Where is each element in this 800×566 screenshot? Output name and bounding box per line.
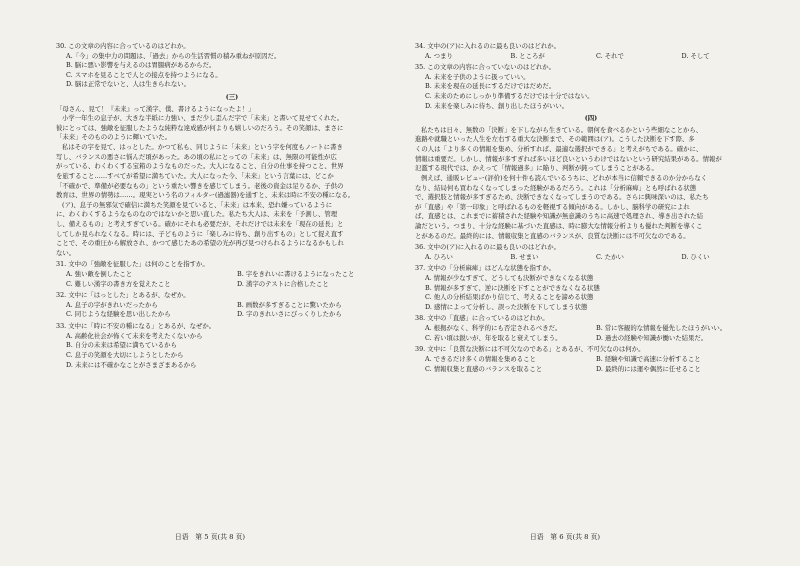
question-31-options-row-2 xyxy=(56,280,408,290)
question-31-stem: 31. 文中の「強敵を征服した」は何のことを指すか。 xyxy=(56,260,209,269)
question-37-option-d: D. 感情によって分析し、誤った決断を下してしまう状態 xyxy=(425,302,588,311)
question-32-options-row-1 xyxy=(56,301,408,311)
passage-3-line: ことで、その重圧から解放され、かつて感じたあの希望の光が再び見つけられるようになるかもしれ xyxy=(56,239,344,248)
question-36-option-b: B. せまい xyxy=(510,252,539,261)
passage-3-line: 「不確かで、準備が必要なもの」という重たい響きを感じてしまう。老後の資金は足りるか、子供の xyxy=(56,181,344,190)
question-36-option-c: C. たかい xyxy=(596,252,624,261)
passage-3-line: を旅すること……すべてが希望に満ちていた。大人になった今、「未来」という言葉には、どこか xyxy=(56,171,334,180)
question-30-option-a: A.「今」の集中力の問題は、「過去」からの生活習慣の積み重ねが原因だ。 xyxy=(66,51,281,60)
question-39-stem: 39. 文中に「良質な決断には不可欠なのである」とあるが、不可欠なのは何か。 xyxy=(415,345,645,354)
passage-4-line: なり、結局何も買わなくなってしまった経験があるだろう。これは「分析麻痺」とも呼ばれる状態 xyxy=(415,183,697,192)
question-30-stem: 30. この文章の内容に合っているのはどれか。 xyxy=(56,42,190,50)
right-page-column xyxy=(415,40,767,374)
question-34-option-a: A. つまり xyxy=(425,51,453,60)
passage-4-line: 氾濫する現代では、かえって「情報過多」に陥り、判断が鈍ってしまうことがある。 xyxy=(415,164,658,173)
question-33-stem: 33. 文中に「時に不安の種になる」とあるが、なぜか。 xyxy=(56,322,216,331)
passage-3-line: し、備えるもの」と考えすぎている。確かにそれも必要だが、それだけでは未来を「現在の延長」と xyxy=(56,219,344,228)
passage-4-line: とがあるのだ。最終的には、情報収集と直感のバランスが、良質な決断には不可欠なのである。 xyxy=(415,231,690,240)
question-32-options-row-2 xyxy=(56,310,408,320)
passage-3-line: (ア)、息子の無邪気で確信に満ちた笑顔を見ていると、「未来」は本来、恐れ嫌っているように xyxy=(62,200,333,209)
question-36-stem: 36. 文中の(ア)に入れるのに最も良いのはどれか。 xyxy=(415,243,560,252)
question-31-option-c: C. 難しい漢字の書き方を覚えたこと xyxy=(66,279,171,288)
question-34-options xyxy=(415,52,767,62)
question-36-option-a: A. ひろい xyxy=(425,252,453,261)
passage-4-line: で、選択肢と情報が多すぎるため、決断できなくなってしまうのである。さらに興味深いのは、私たち xyxy=(415,193,709,202)
question-30-option-c: C. スマホを見ることで人との接点を持つようになる。 xyxy=(66,70,222,79)
question-32-option-c: C. 同じような経験を思い出したから xyxy=(66,310,171,319)
question-35-option-b: B. 未来を現在の延長にするだけではだめだ。 xyxy=(425,82,556,91)
question-35-option-c: C. 未来のためにしっかり準備するだけでは十分ではない。 xyxy=(425,92,594,101)
question-35-option-a: A. 未来を子供のように扱っていい。 xyxy=(425,72,530,81)
question-38-option-c: C. 若い頃は鋭いが、年を取ると衰えてしまう。 xyxy=(425,333,562,342)
question-32-option-d: D. 字のきれいさにびっくりしたから xyxy=(237,310,342,319)
question-30-option-d: D. 脳は正常でないと、人は生きられない。 xyxy=(66,80,190,89)
question-38-option-d: D. 過去の経験や知識が働いた結果だ。 xyxy=(596,333,708,342)
question-33-option-c: C. 息子の笑顔を大切にしようとしたから xyxy=(66,350,184,359)
passage-3-line: 彼にとっては、強敵を征服したような純粋な達成感が何よりも嬉しいのだろう。その笑顔は、まさに xyxy=(56,123,344,132)
page-footer-right: 日语 第 6 页(共 8 页) xyxy=(529,533,601,541)
question-34-option-b: B. ところが xyxy=(510,51,545,60)
passage-3-line: がっている、わくわくする宝箱のようなものだった。大人になること、自分の仕事を持つこと、世界 xyxy=(56,162,344,171)
question-37-option-b: B. 情報が多すぎて、逆に決断を下すことができなくなる状態 xyxy=(425,283,600,292)
question-38-options-row-2 xyxy=(415,334,767,344)
question-39-options-row-1 xyxy=(415,355,767,365)
question-31-options-row-1 xyxy=(56,270,408,280)
passage-4-line: が「直感」や「第一印象」と呼ばれるものを軽視する傾向がある。しかし、脳科学の研究によれ xyxy=(415,202,690,211)
page-footer-left: 日语 第 5 页(共 8 页) xyxy=(174,533,246,541)
question-38-option-b: B. 常に客観的な情報を優先したほうがいい。 xyxy=(596,324,727,333)
question-34-option-d: D. そして xyxy=(681,51,710,60)
passage-3-line: 「未来」そのもののように輝いていた。 xyxy=(56,133,172,142)
question-31-option-a: A. 強い敵を倒したこと xyxy=(66,270,133,279)
question-32-option-a: A. 息子の字がきれいだったから xyxy=(66,300,158,309)
question-37-option-a: A. 情報が少なすぎて、どうしても決断ができなくなる状態 xyxy=(425,274,594,283)
question-31-option-d: D. 漢字のテストに合格したこと xyxy=(237,279,329,288)
question-38-stem: 38. 文中の「直感」に合っているのはどれか。 xyxy=(415,314,549,323)
passage-3-line: 教育は、世界の情勢は……。現実という名のフィルター(過滤器)を通すと、未来は時に不安の種になる。 xyxy=(56,191,355,200)
passage-4-line: 進路や就職といった人生を左右する重大な決断まで、その範囲は(ア)。こうした決断を下す際、多 xyxy=(415,135,695,144)
question-39-options-row-2 xyxy=(415,365,767,375)
section-3-title: (三) xyxy=(225,93,239,102)
passage-3-line: 写し、バランスの悪さに悩んだ頃があった。あの頃の私にとっての「未来」は、無限の可能性が広 xyxy=(56,152,337,161)
question-34-option-c: C. それで xyxy=(596,51,624,60)
passage-4-line: 例えば、通販レビュー(評价)を何十件も読んでいるうちに、どれが本当に信頼できるのか分からなく xyxy=(421,173,708,182)
passage-3-line: に、わくわくするようなものなのではないかと思い直した。私たち大人は、未来を「予測し、管理 xyxy=(56,210,338,219)
question-39-option-a: A. できるだけ多くの情報を集めること xyxy=(425,354,536,363)
question-39-option-d: D. 最終的には運や偶然に任せること xyxy=(596,364,701,373)
section-4-title: (四) xyxy=(584,114,598,123)
question-33-option-a: A. 高齢化社会が怖くて未来を考えたくないから xyxy=(66,331,203,340)
question-38-options-row-1 xyxy=(415,324,767,334)
question-36-option-d: D. ひくい xyxy=(681,252,710,261)
passage-4-line: 私たちは日々、無数の「決断」を下しながら生きている。朝何を食べるかという些細なことから、 xyxy=(421,125,703,134)
question-37-option-c: C. 他人の分析結果ばかり信じて、考えることを諦める状態 xyxy=(425,293,594,302)
left-page-column xyxy=(56,40,408,370)
question-38-option-a: A. 根拠がなく、科学的にも否定されるべきだ。 xyxy=(425,324,562,333)
passage-3-line: ない。 xyxy=(56,248,76,257)
passage-3-line: 私はその字を見て、はっとした。かつて私も、同じように「未来」という字を何度もノートに書き xyxy=(62,143,343,152)
question-39-option-c: C. 情報収集と直感のバランスを取ること xyxy=(425,364,543,373)
question-35-stem: 35. この文章の内容に合っていないのはどれか。 xyxy=(415,63,556,72)
question-39-option-b: B. 経験や知識で高速に分析すること xyxy=(596,354,701,363)
question-35-option-d: D. 未来を楽しみに待ち、創り出したほうがいい。 xyxy=(425,101,569,110)
question-33-option-b: B. 自分の未来は希望に満ちているから xyxy=(66,341,177,350)
passage-4-line: 情報は重要だ。しかし、情報が多すぎれば多いほど良いというわけではないという研究結果がある。情報が xyxy=(415,154,722,163)
passage-4-line: ば、直感とは、これまでに蓄積された経験や知識が無意識のうちに高速で処理され、導き出された結 xyxy=(415,212,703,221)
question-32-option-b: B. 画数が多すぎることに驚いたから xyxy=(237,300,342,309)
passage-3-line: 小学一年生の息子が、大きな半紙に力強い、まだ少し歪んだ字で「未来」と書いて見せてくれた。 xyxy=(62,114,344,123)
question-36-options xyxy=(415,253,767,263)
question-34-stem: 34. 文中の(ア)に入れるのに最も良いのはどれか。 xyxy=(415,42,560,50)
passage-3-line: してしか見られなくなる。時には、子どものように「楽しみに待ち、創り出すもの」として捉え直す xyxy=(56,229,344,238)
passage-3-line: 「母さん、見て！『未来』って漢字、僕、書けるようになったよ！」 xyxy=(56,104,255,113)
question-32-stem: 32. 文中に「はっとした」とあるが、なぜか。 xyxy=(56,291,190,300)
question-30-option-b: B. 脳に悪い影響を与えるのは胃腸病があるからだ。 xyxy=(66,61,216,70)
question-31-option-b: B. 字をきれいに書けるようになったこと xyxy=(237,270,355,279)
passage-4-line: くの人は「より多くの情報を集め、分析すれば、最適な選択ができる」と考えがちである。確かに、 xyxy=(415,145,703,154)
passage-4-line: 論だという。つまり、十分な経験に基づいた直感は、時に膨大な情報分析よりも優れた判断を導くこ xyxy=(415,221,703,230)
question-37-stem: 37. 文中の「分析麻痺」はどんな状態を指すか。 xyxy=(415,264,556,273)
question-33-option-d: D. 未来には不確かなことがさまざまあるから xyxy=(66,360,197,369)
